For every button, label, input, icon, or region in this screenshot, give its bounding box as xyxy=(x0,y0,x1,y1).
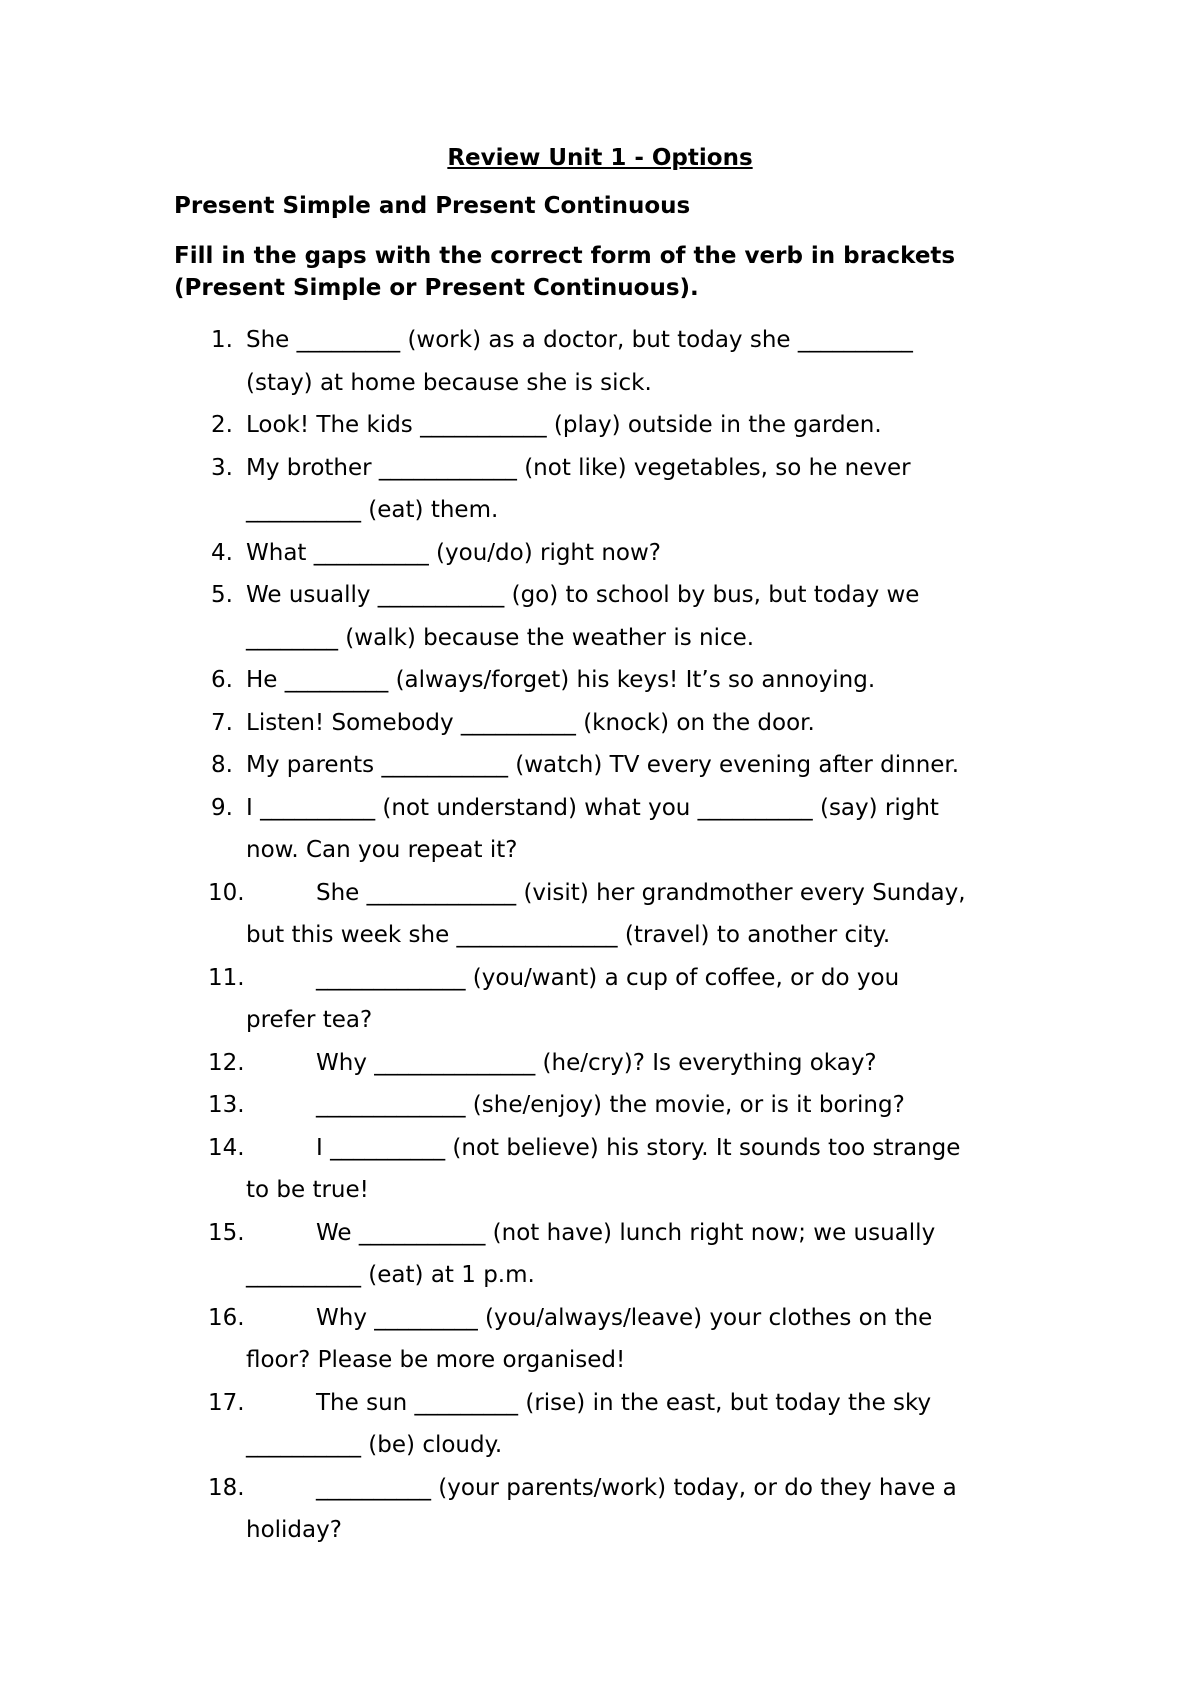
exercise-number: 2. xyxy=(211,412,233,438)
exercise-item-continuation xyxy=(0,489,1200,532)
exercise-item xyxy=(0,404,1200,447)
exercise-item xyxy=(0,957,1200,1000)
exercise-number: 13. xyxy=(208,1092,245,1118)
exercise-number: 4. xyxy=(211,539,233,566)
exercise-item-continuation xyxy=(0,999,1200,1042)
exercise-item xyxy=(0,1297,1200,1340)
exercise-item-continuation xyxy=(0,1169,1200,1212)
exercise-number: 14. xyxy=(208,1134,245,1161)
exercise-item xyxy=(0,319,1200,362)
exercise-number: 17. xyxy=(208,1389,245,1416)
exercise-item xyxy=(0,532,1200,575)
exercise-text: My parents ___________ (watch) TV every evening after dinner. xyxy=(246,752,960,778)
exercise-number: 10. xyxy=(208,879,245,906)
exercise-text: Why _________ (you/always/leave) your clothes on the xyxy=(316,1304,933,1331)
exercise-item-continuation xyxy=(0,829,1200,872)
exercise-item xyxy=(0,659,1200,702)
exercise-item xyxy=(0,447,1200,490)
exercise-text: My brother ____________ (not like) vegetables, so he never xyxy=(246,454,911,481)
exercise-text: _____________ (you/want) a cup of coffee, or do you xyxy=(316,964,900,991)
exercise-text: He _________ (always/forget) his keys! It’s so annoying. xyxy=(246,667,876,693)
exercise-number: 8. xyxy=(211,752,233,778)
exercise-text: but this week she ______________ (travel) to another city. xyxy=(246,922,891,948)
exercise-text: __________ (be) cloudy. xyxy=(246,1432,503,1458)
exercise-item xyxy=(0,1467,1200,1510)
exercise-text: now. Can you repeat it? xyxy=(246,837,518,863)
exercise-text: We ___________ (not have) lunch right now; we usually xyxy=(316,1219,936,1246)
exercise-number: 5. xyxy=(211,582,233,608)
exercise-item-continuation xyxy=(0,1254,1200,1297)
exercise-item-continuation xyxy=(0,617,1200,660)
instructions-line: (Present Simple or Present Continuous). xyxy=(174,275,699,301)
exercise-text: __________ (your parents/work) today, or do they have a xyxy=(316,1474,957,1501)
exercise-text: ________ (walk) because the weather is nice. xyxy=(246,624,755,651)
exercise-text: I __________ (not understand) what you __________ (say) right xyxy=(246,794,939,821)
exercise-item xyxy=(0,1042,1200,1085)
exercise-text: floor? Please be more organised! xyxy=(246,1347,626,1373)
exercise-number: 9. xyxy=(211,794,233,821)
exercise-list xyxy=(0,319,1200,1552)
exercise-number: 11. xyxy=(208,964,245,991)
exercise-item xyxy=(0,787,1200,830)
exercise-text: to be true! xyxy=(246,1177,369,1203)
exercise-text: I __________ (not believe) his story. It sounds too strange xyxy=(316,1134,961,1161)
exercise-number: 16. xyxy=(208,1304,245,1331)
exercise-item-continuation xyxy=(0,1339,1200,1382)
exercise-number: 7. xyxy=(211,709,233,736)
exercise-text: Look! The kids ___________ (play) outside in the garden. xyxy=(246,412,882,438)
instructions xyxy=(174,240,1044,304)
section-heading: Present Simple and Present Continuous xyxy=(174,193,691,219)
exercise-item-continuation xyxy=(0,914,1200,957)
exercise-item-continuation xyxy=(0,1424,1200,1467)
exercise-item-continuation xyxy=(0,1509,1200,1552)
exercise-item xyxy=(0,1084,1200,1127)
exercise-number: 15. xyxy=(208,1219,245,1246)
exercise-text: She _____________ (visit) her grandmother every Sunday, xyxy=(316,879,966,906)
exercise-text: (stay) at home because she is sick. xyxy=(246,369,652,396)
exercise-text: She _________ (work) as a doctor, but today she __________ xyxy=(246,327,913,353)
exercise-number: 3. xyxy=(211,454,233,481)
exercise-text: Why ______________ (he/cry)? Is everything okay? xyxy=(316,1049,877,1076)
exercise-number: 6. xyxy=(211,667,233,693)
exercise-text: __________ (eat) them. xyxy=(246,497,499,523)
exercise-text: holiday? xyxy=(246,1517,342,1543)
exercise-number: 12. xyxy=(208,1049,245,1076)
exercise-item xyxy=(0,744,1200,787)
exercise-item xyxy=(0,872,1200,915)
exercise-text: prefer tea? xyxy=(246,1007,373,1033)
exercise-item xyxy=(0,1127,1200,1170)
exercise-item xyxy=(0,1212,1200,1255)
document-title: Review Unit 1 - Options xyxy=(447,145,753,171)
exercise-number: 1. xyxy=(211,327,233,353)
exercise-item-continuation xyxy=(0,362,1200,405)
exercise-item xyxy=(0,1382,1200,1425)
exercise-text: __________ (eat) at 1 p.m. xyxy=(246,1262,535,1288)
exercise-item xyxy=(0,574,1200,617)
exercise-text: Listen! Somebody __________ (knock) on the door. xyxy=(246,709,815,736)
exercise-text: The sun _________ (rise) in the east, but today the sky xyxy=(316,1389,932,1416)
instructions-line: Fill in the gaps with the correct form of the verb in brackets xyxy=(174,243,956,269)
exercise-text: We usually ___________ (go) to school by bus, but today we xyxy=(246,582,920,608)
exercise-text: _____________ (she/enjoy) the movie, or is it boring? xyxy=(316,1092,905,1118)
exercise-number: 18. xyxy=(208,1474,245,1501)
exercise-text: What __________ (you/do) right now? xyxy=(246,539,662,566)
exercise-item xyxy=(0,702,1200,745)
